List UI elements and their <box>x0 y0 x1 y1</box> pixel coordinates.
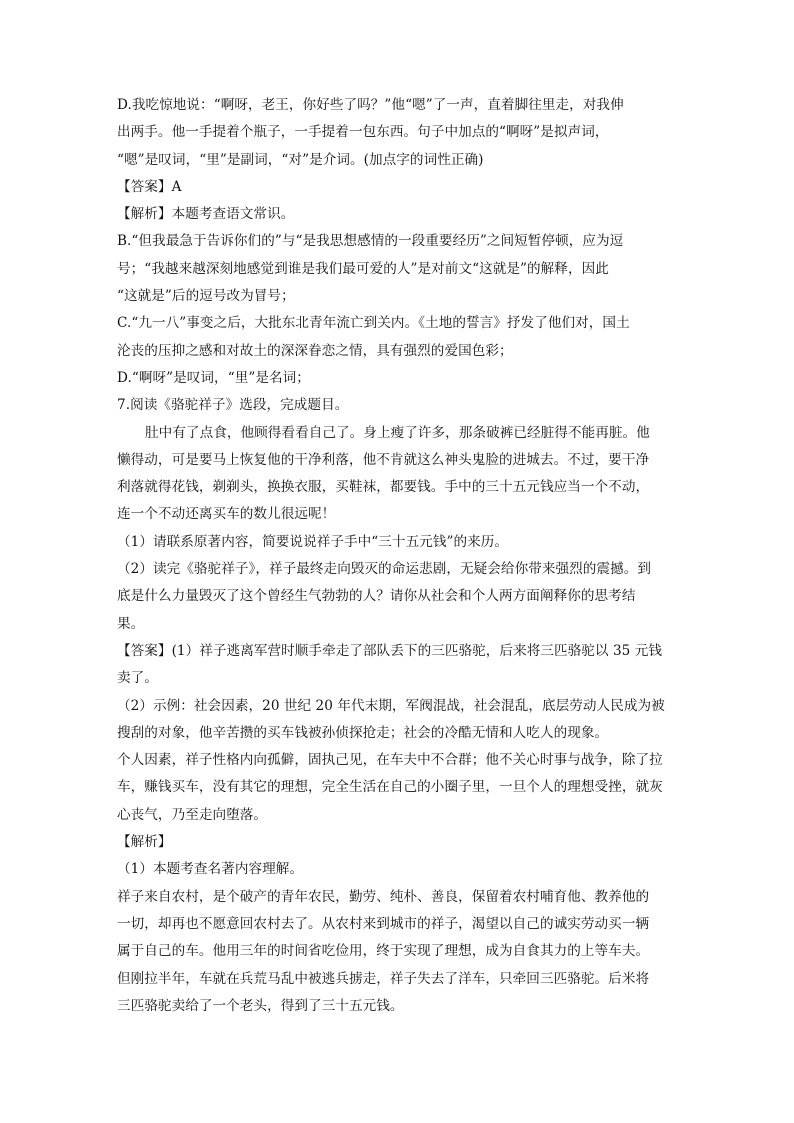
personal-factor-line-3: 心丧气，乃至走向堕落。 <box>117 806 268 823</box>
question-2-line-2: 底是什么力量毁灭了这个曾经生气勃勃的人？请你从社会和个人两方面阐释你的思考结 <box>117 588 636 605</box>
analysis-c-line-2: 沦丧的压抑之感和对故土的深深眷恋之情，具有强烈的爱国色彩； <box>117 342 513 359</box>
question-7-title: 7.阅读《骆驼祥子》选段，完成题目。 <box>117 397 349 414</box>
document-body <box>117 92 677 1020</box>
excerpt-line-2: 懒得动，可是要马上恢复他的干净利落，他不肯就这么神头鬼脸的进城去。不过，要干净 <box>117 451 650 468</box>
analysis-b-line-1: B.“但我最急于告诉你们的”与“是我思想感情的一段重要经历”之间短暂停顿，应为逗 <box>117 233 624 250</box>
personal-factor-line-1: 个人因素，祥子性格内向孤僻，固执己见，在车夫中不合群；他不关心时事与战争，除了拉 <box>117 752 663 769</box>
excerpt-line-3: 利落就得花钱，剃剃头，换换衣服，买鞋袜，都要钱。手中的三十五元钱应当一个不动， <box>117 479 650 496</box>
analysis-7-line-4: 但刚拉半年，车就在兵荒马乱中被逃兵掳走，祥子失去了洋车，只牵回三匹骆驼。后米将 <box>117 970 650 987</box>
answer-7-line-2: 卖了。 <box>117 670 158 687</box>
question-2-line-1: （2）读完《骆驼祥子》，祥子最终走向毁灭的命运悲剧，无疑会给你带来强烈的震撼。到 <box>117 561 652 578</box>
option-d-line-3: “嗯”是叹词，“里”是副词，“对”是介词。(加点字的词性正确) <box>117 151 484 168</box>
analysis-c-line-1: C.“九一八”事变之后，大批东北青年流亡到关内。《土地的誓言》抒发了他们对，国土 <box>117 315 630 332</box>
analysis-7-heading: 【解析】 <box>117 834 172 851</box>
analysis-d-line: D.“啊呀”是叹词，“里”是名词； <box>117 369 310 386</box>
analysis-7-line-1: 祥子来自农村，是个破产的青年农民，勤劳、纯朴、善良，保留着农村哺育他、教养他的 <box>117 888 650 905</box>
answer-7-line-1: 【答案】(1）祥子逃离军营时顺手牵走了部队丢下的三匹骆驼，后来将三匹骆驼以 35 元钱 <box>117 642 663 659</box>
analysis-b-line-2: 号；“我越来越深刻地感觉到谁是我们最可爱的人”是对前文“这就是”的解释，因此 <box>117 260 609 277</box>
answer-7-part-2-line-2: 搜刮的对象，他辛苦攒的买车钱被孙侦探抢走；社会的冷酷无情和人吃人的现象。 <box>117 724 609 741</box>
analysis-heading-line: 【解析】本题考查语文常识。 <box>117 206 295 223</box>
option-d-line-2: 出两手。他一手提着个瓶子，一手提着一包东西。句子中加点的“啊呀”是拟声词， <box>117 124 609 141</box>
question-1-line: （1）请联系原著内容，简要说说祥子手中“三十五元钱”的来历。 <box>117 533 509 550</box>
analysis-7-line-3: 属于自己的车。他用三年的时间省吃俭用，终于实现了理想，成为自食其力的上等车夫。 <box>117 943 650 960</box>
option-d-line-1: D.我吃惊地说：“啊呀，老王，你好些了吗？”他“嗯”了一声，直着脚往里走，对我伸 <box>117 97 624 113</box>
excerpt-line-1: 肚中有了点食，他顾得看看自己了。身上瘦了许多，那条破裤已经脏得不能再脏。他 <box>145 424 650 441</box>
analysis-7-line-5: 三匹骆驼卖给了一个老头，得到了三十五元钱。 <box>117 997 404 1014</box>
analysis-7-part-1-title: （1）本题考查名著内容理解。 <box>117 861 304 878</box>
answer-line: 【答案】A <box>117 178 182 195</box>
answer-7-part-2-line-1: （2）示例：社会因素，20 世纪 20 年代末期，军阀混战，社会混乱，底层劳动人民成为被 <box>117 697 665 714</box>
analysis-b-line-3: “这就是”后的逗号改为冒号； <box>117 288 295 305</box>
excerpt-line-4: 连一个不动还离买车的数儿很远呢！ <box>117 506 336 523</box>
analysis-7-line-2: 一切，却再也不愿意回农村去了。从农村来到城市的祥子，渴望以自己的诚实劳动买一辆 <box>117 915 650 932</box>
personal-factor-line-2: 车，赚钱买车，没有其它的理想，完全生活在自己的小圈子里，一旦个人的理想受挫，就灰 <box>117 779 663 796</box>
question-2-line-3: 果。 <box>117 615 145 632</box>
